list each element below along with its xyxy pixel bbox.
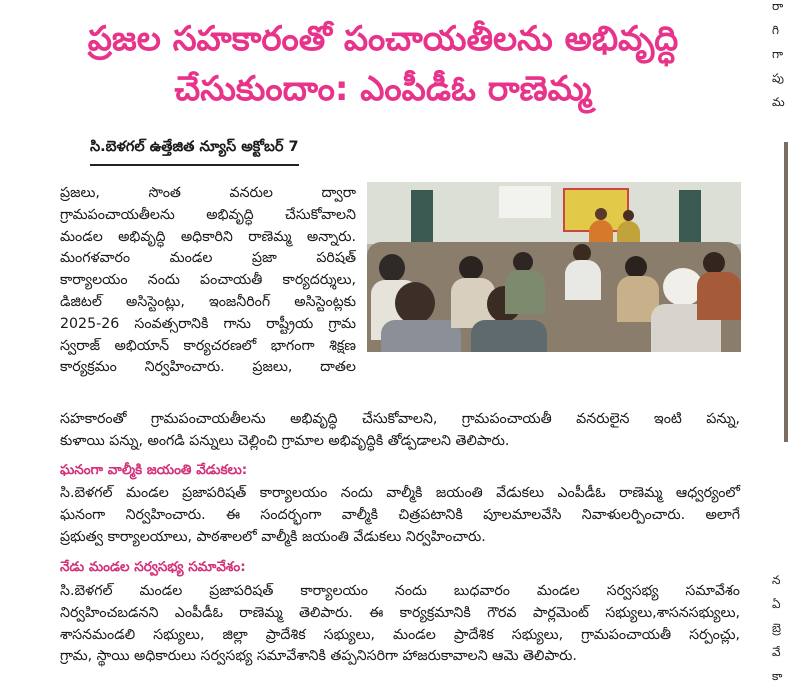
text-line: సి.బెళగల్ మండల ప్రజాపరిషత్ కార్యాలయం నందు బుధవారం మండల సర్వసభ్య సమావేశం bbox=[60, 583, 740, 599]
text-line: కార్యక్రమం నిర్వహించారు. ప్రజలు, దాతల bbox=[60, 359, 356, 376]
text-line: నిర్వహించబడనని ఎంపీడీఓ రాణెమ్మ తెలిపారు. ఈ కార్యక్రమానికి గౌరవ పార్లమెంట్ సభ్యులు,శాసనసభ్యులు, bbox=[60, 604, 740, 621]
adjacent-text: గా bbox=[772, 47, 784, 61]
adjacent-column-top bbox=[772, 0, 785, 114]
photo-person-body bbox=[505, 270, 545, 314]
text-line: సహకారంతో గ్రామపంచాయతీలను అభివృద్ధి చేసుకోవాలని, గ్రామపంచాయతీ వనరులైన ఇంటి పన్ను, bbox=[60, 411, 740, 427]
text-line: స్వరాజ్ అభియాన్ కార్యచరణలో భాగంగా శిక్షణ bbox=[60, 337, 356, 354]
adjacent-text: రా bbox=[772, 0, 784, 13]
photo-person bbox=[625, 256, 647, 278]
text-line: ఘనంగా నిర్వహించారు. ఈ సందర్భంగా వాల్మీకి చిత్రపటానికి పూలమాలవేసి నివాళులర్పించారు. అలాగే bbox=[60, 506, 740, 523]
photo-person-body bbox=[565, 260, 601, 300]
photo-person-front-body bbox=[471, 320, 547, 352]
photo-person bbox=[513, 252, 533, 272]
subheading-valmiki: ఘనంగా వాల్మీకి జయంతి వేడుకలు: bbox=[60, 462, 248, 478]
photo-speaker-head bbox=[595, 208, 607, 220]
photo-person-front bbox=[395, 282, 435, 324]
byline-wrap bbox=[90, 136, 299, 166]
photo-person bbox=[703, 252, 725, 274]
photo-door-left bbox=[411, 190, 433, 248]
text-line: మండల అభివృద్ధి అధికారిని రాణెమ్మ అన్నారు. bbox=[60, 228, 356, 245]
byline: సి.బెళగల్ ఉత్తేజిత న్యూస్ అక్టోబర్ 7 bbox=[90, 139, 299, 166]
text-line: గ్రామపంచాయతీలను అభివృద్ధి చేసుకోవాలని bbox=[60, 206, 356, 223]
photo-speaker2-head bbox=[623, 210, 634, 221]
photo-screen bbox=[499, 186, 551, 218]
adjacent-text: బ్రె bbox=[772, 621, 782, 635]
text-line: ప్రభుత్వ కార్యాలయాలు, పాఠశాలలో వాల్మీకి జయంతి వేడుకలు నిర్వహించారు. bbox=[60, 528, 486, 545]
adjacent-text: వే bbox=[772, 645, 781, 659]
adjacent-text: న bbox=[772, 573, 781, 587]
meeting-photo bbox=[367, 182, 741, 352]
paragraph-3 bbox=[60, 581, 740, 668]
paragraph-2 bbox=[60, 483, 740, 548]
text-line: గ్రామ, స్థాయి అధికారులు సర్వసభ్య సమావేశానికి తప్పనిసరిగా హాజరుకావాలని ఆమె తెలిపారు. bbox=[60, 648, 577, 665]
photo-person bbox=[459, 256, 483, 280]
adjacent-text: గి bbox=[772, 23, 779, 37]
subheading-meeting: నేడు మండల సర్వసభ్య సమావేశం: bbox=[60, 559, 246, 575]
text-line: ప్రజలు, సొంత వనరుల ద్వారా bbox=[60, 185, 356, 201]
text-line: కార్యాలయం నందు పంచాయతీ కార్యదర్శులు, bbox=[60, 272, 356, 289]
photo-person-body bbox=[697, 272, 741, 320]
paragraph-1-narrow bbox=[60, 183, 356, 379]
headline-line-2: చేసుకుందాం: ఎంపీడీఓ రాణెమ్మ bbox=[174, 69, 592, 109]
paragraph-1-wide bbox=[60, 409, 740, 453]
text-line: డిజిటల్ అసిస్టెంట్లు, ఇంజనీరింగ్ అసిస్టెంట్లకు bbox=[60, 293, 356, 310]
text-line: 2025-26 సంవత్సరానికి గాను రాష్ట్రీయ గ్రామ bbox=[60, 315, 356, 332]
text-line: శాసనమండలి సభ్యులు, జిల్లా ప్రాదేశిక సభ్యులు, మండల ప్రాదేశిక సభ్యులు, గ్రామపంచాయతీ సర్పంచ్లు, bbox=[60, 626, 740, 643]
adjacent-text: కా bbox=[772, 669, 783, 683]
headline-line-1: ప్రజల సహకారంతో పంచాయతీలను అభివృద్ధి bbox=[87, 19, 679, 59]
photo-person bbox=[379, 254, 405, 282]
adjacent-text: మ bbox=[772, 95, 785, 109]
headline bbox=[28, 14, 738, 114]
photo-door-right bbox=[679, 190, 701, 248]
adjacent-photo-edge bbox=[784, 142, 788, 442]
adjacent-column-bottom bbox=[772, 568, 782, 688]
adjacent-text: పు bbox=[772, 71, 784, 85]
photo-person-front-body bbox=[381, 320, 461, 352]
adjacent-text: ఏ bbox=[772, 597, 781, 611]
text-line: సి.బెళగల్ మండల ప్రజాపరిషత్ కార్యాలయం నందు వాల్మీకి జయంతి వేడుకలు ఎంపీడీఓ రాణెమ్మ ఆధ్వర్యంలో bbox=[60, 485, 740, 501]
text-line: కుళాయి పన్ను, అంగడి పన్నులు చెల్లించి గ్రామాల అభివృద్ధికి తోడ్పడాలని తెలిపారు. bbox=[60, 432, 510, 449]
text-line: మంగళవారం మండల ప్రజా పరిషత్ bbox=[60, 250, 356, 267]
